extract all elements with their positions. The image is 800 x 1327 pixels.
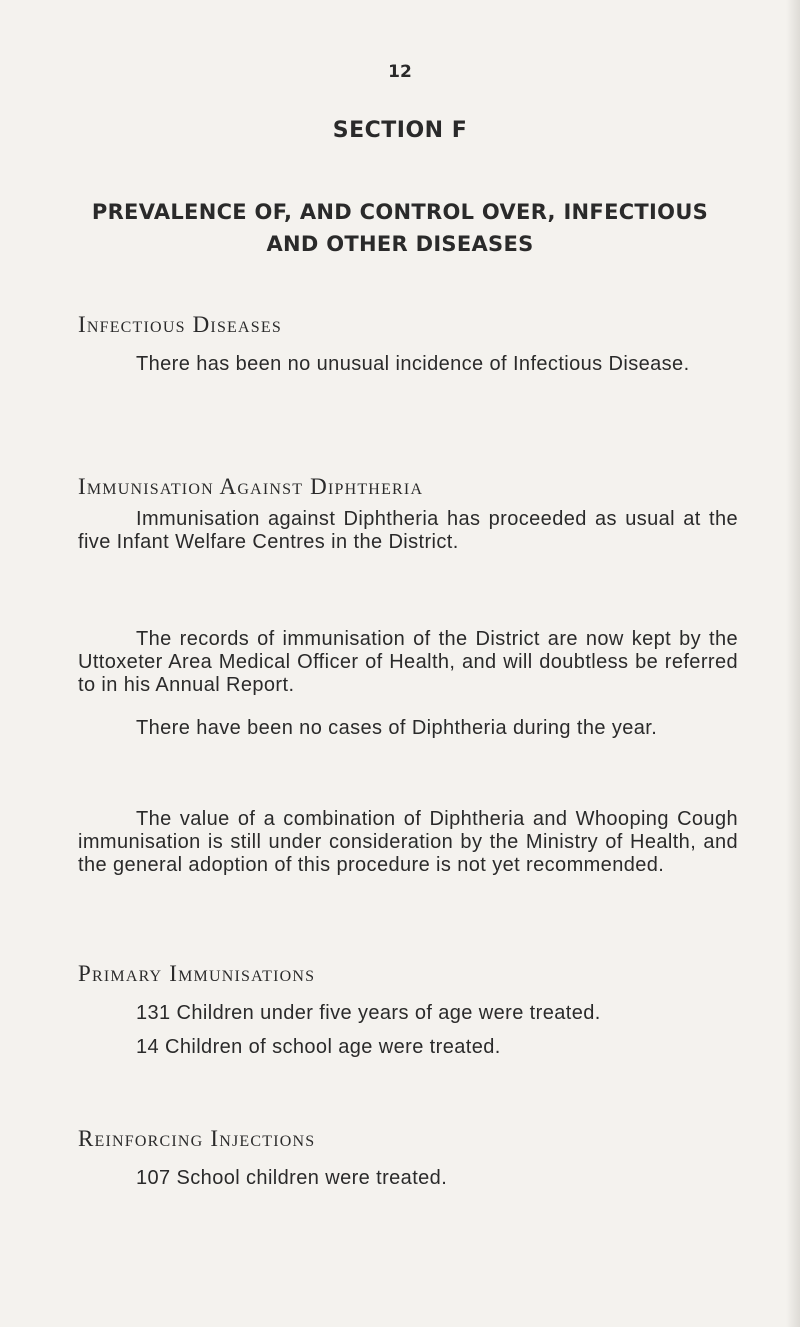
main-title-line-2: AND OTHER DISEASES [266, 232, 534, 256]
paragraph-immunisation-proceeded: Immunisation against Diphtheria has proceeded as usual at the five Infant Welfare Centres in the District. [78, 508, 738, 553]
paragraph-no-diphtheria-cases: There have been no cases of Diphtheria during the year. [136, 717, 658, 739]
main-title-line-1: PREVALENCE OF, AND CONTROL OVER, INFECTIOUS [91, 200, 709, 224]
reinforcing-school-children: 107 School children were treated. [136, 1167, 448, 1189]
heading-immunisation-diphtheria: Immunisation Against Diphtheria [78, 474, 424, 499]
paragraph-immunisation-records: The records of immunisation of the District are now kept by the Uttoxeter Area Medical Officer of Health, and will doubtless be referred to in his Annual Report. [78, 628, 738, 696]
section-title: SECTION F [332, 118, 468, 143]
heading-infectious-diseases: Infectious Diseases [78, 312, 282, 337]
page-number: 12 [388, 62, 412, 82]
main-title [60, 196, 740, 260]
heading-reinforcing-injections: Reinforcing Injections [78, 1126, 316, 1151]
page-edge-shadow [786, 0, 800, 1327]
primary-children-school-age: 14 Children of school age were treated. [136, 1036, 501, 1058]
primary-children-under-five: 131 Children under five years of age were treated. [136, 1002, 601, 1024]
paragraph-infectious-disease: There has been no unusual incidence of Infectious Disease. [136, 353, 690, 375]
paragraph-combination-value: The value of a combination of Diphtheria and Whooping Cough immunisation is still under consideration by the Ministry of Health, and the general adoption of this procedure is not yet recommended. [78, 808, 738, 876]
heading-primary-immunisations: Primary Immunisations [78, 961, 316, 986]
